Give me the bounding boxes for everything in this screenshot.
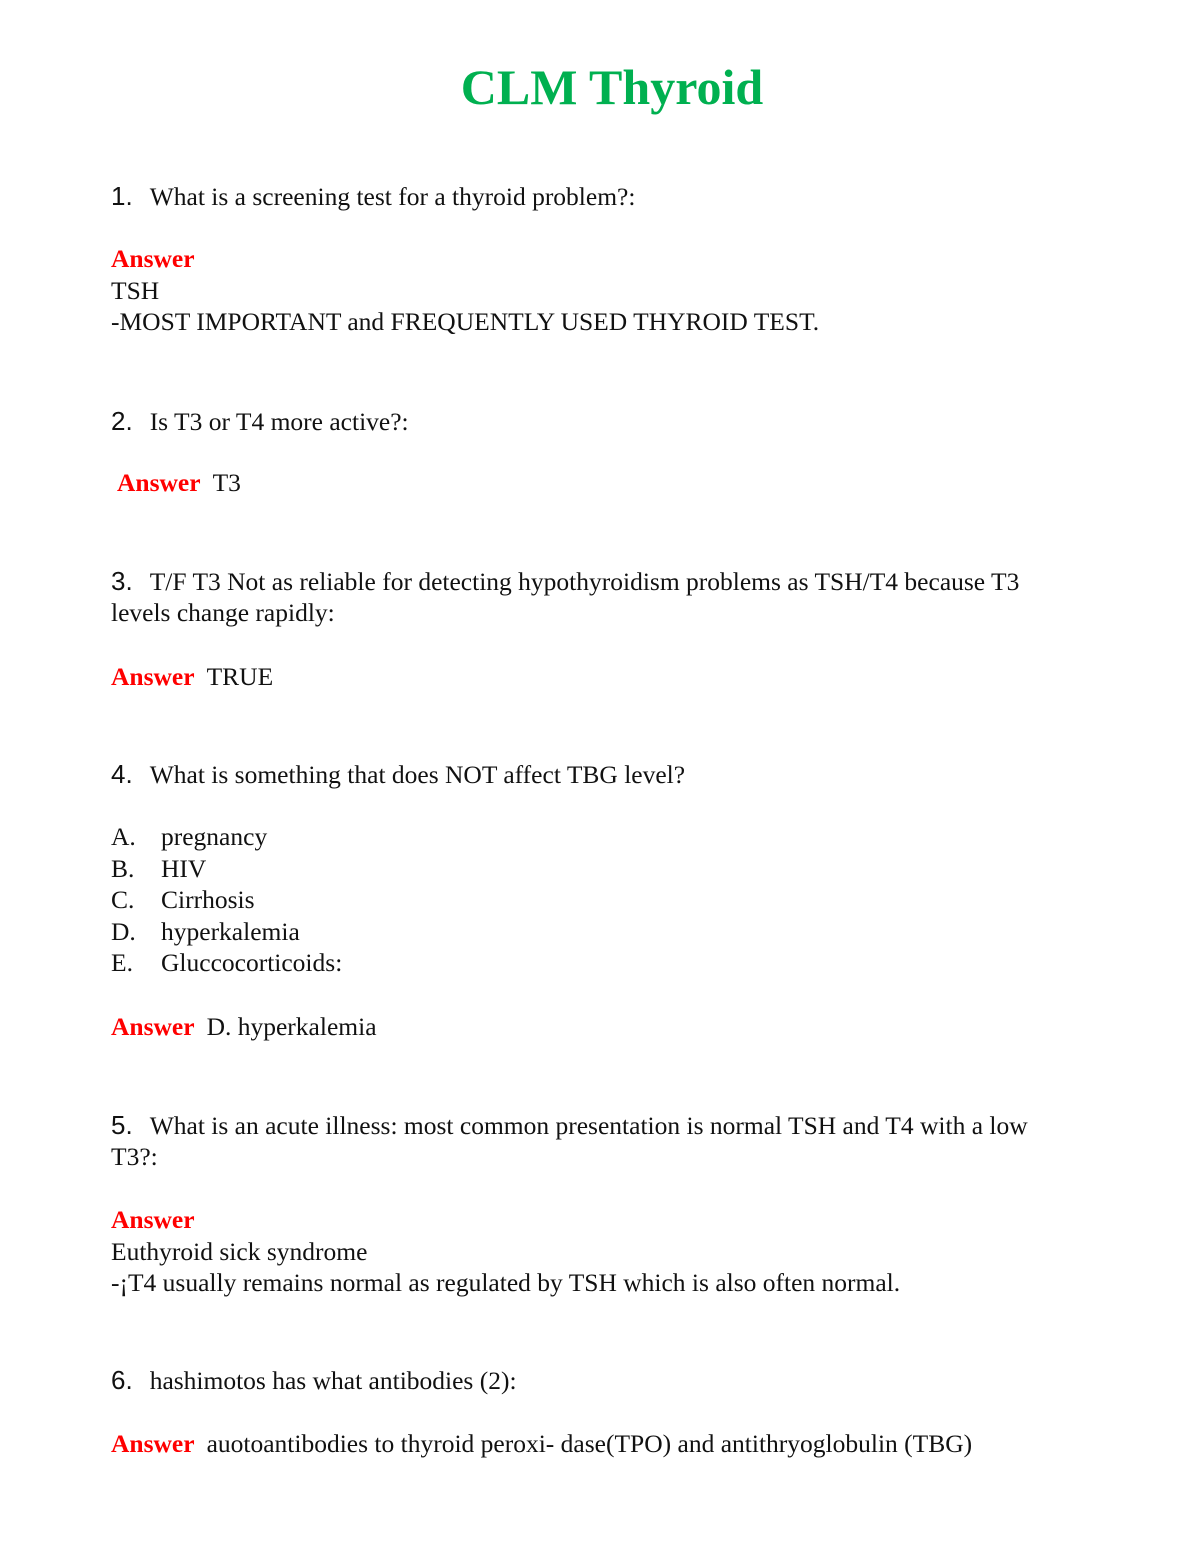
- answer-label: Answer: [111, 1012, 195, 1041]
- option-letter: E.: [111, 948, 133, 977]
- question-number: 2.: [111, 406, 133, 436]
- answer-2: [117, 467, 1117, 499]
- answer-line: -¡T4 usually remains normal as regulated by TSH which is also often normal.: [111, 1268, 901, 1297]
- answer-3: [111, 661, 1111, 693]
- question-text-line: T/F T3 Not as reliable for detecting hypothyroidism problems as TSH/T4 because T3: [149, 567, 1020, 596]
- answer-label: Answer: [111, 662, 195, 691]
- answer-label: Answer: [111, 1429, 195, 1458]
- answer-label: Answer: [111, 1205, 195, 1234]
- question-text-line: T3?:: [111, 1142, 158, 1171]
- option-letter: C.: [111, 885, 135, 914]
- document-title: CLM Thyroid: [460, 59, 764, 115]
- answer-text: T3: [212, 468, 241, 497]
- answer-line: Euthyroid sick syndrome: [111, 1236, 368, 1266]
- question-number: 3.: [111, 566, 133, 596]
- question-1: [111, 181, 1101, 212]
- option-text: HIV: [161, 853, 207, 883]
- option-letter: B.: [111, 853, 135, 883]
- question-6: [111, 1365, 1101, 1396]
- answer-line: -MOST IMPORTANT and FREQUENTLY USED THYROID TEST.: [111, 307, 820, 336]
- answer-line: TSH: [111, 275, 160, 305]
- answer-5: [111, 1204, 1111, 1299]
- option-text: Cirrhosis: [161, 885, 255, 914]
- option-a: [111, 821, 711, 853]
- option-e: [111, 947, 711, 979]
- question-2: [111, 406, 1101, 437]
- answer-options: [111, 821, 711, 979]
- option-c: [111, 884, 711, 916]
- option-text: Gluccocorticoids:: [161, 948, 343, 977]
- answer-text: TRUE: [206, 662, 274, 691]
- answer-text: auotoantibodies to thyroid peroxi- dase(TPO) and antithryoglobulin (TBG): [206, 1429, 973, 1458]
- question-number: 5.: [111, 1110, 133, 1140]
- question-text-line: What is an acute illness: most common presentation is normal TSH and T4 with a low: [149, 1111, 1028, 1140]
- option-d: [111, 916, 711, 948]
- option-text: pregnancy: [161, 822, 268, 851]
- question-4: [111, 759, 1101, 790]
- question-text: What is a screening test for a thyroid problem?:: [149, 182, 636, 211]
- answer-4: [111, 1011, 1111, 1043]
- question-text: What is something that does NOT affect TBG level?: [149, 760, 686, 789]
- option-letter: A.: [111, 822, 136, 851]
- question-text: hashimotos has what antibodies (2):: [149, 1366, 517, 1395]
- question-number: 1.: [111, 181, 133, 211]
- answer-label: Answer: [117, 468, 201, 497]
- question-text: Is T3 or T4 more active?:: [149, 407, 409, 436]
- option-b: [111, 853, 711, 885]
- answer-label: Answer: [111, 244, 195, 273]
- answer-text: D. hyperkalemia: [206, 1012, 377, 1041]
- answer-6: [111, 1428, 1111, 1460]
- option-letter: D.: [111, 916, 136, 946]
- question-number: 6.: [111, 1365, 133, 1395]
- question-number: 4.: [111, 759, 133, 789]
- question-3: [111, 566, 1101, 628]
- question-text-line: levels change rapidly:: [111, 598, 335, 627]
- question-5: [111, 1110, 1101, 1172]
- answer-1: [111, 243, 1111, 338]
- option-text: hyperkalemia: [161, 916, 300, 946]
